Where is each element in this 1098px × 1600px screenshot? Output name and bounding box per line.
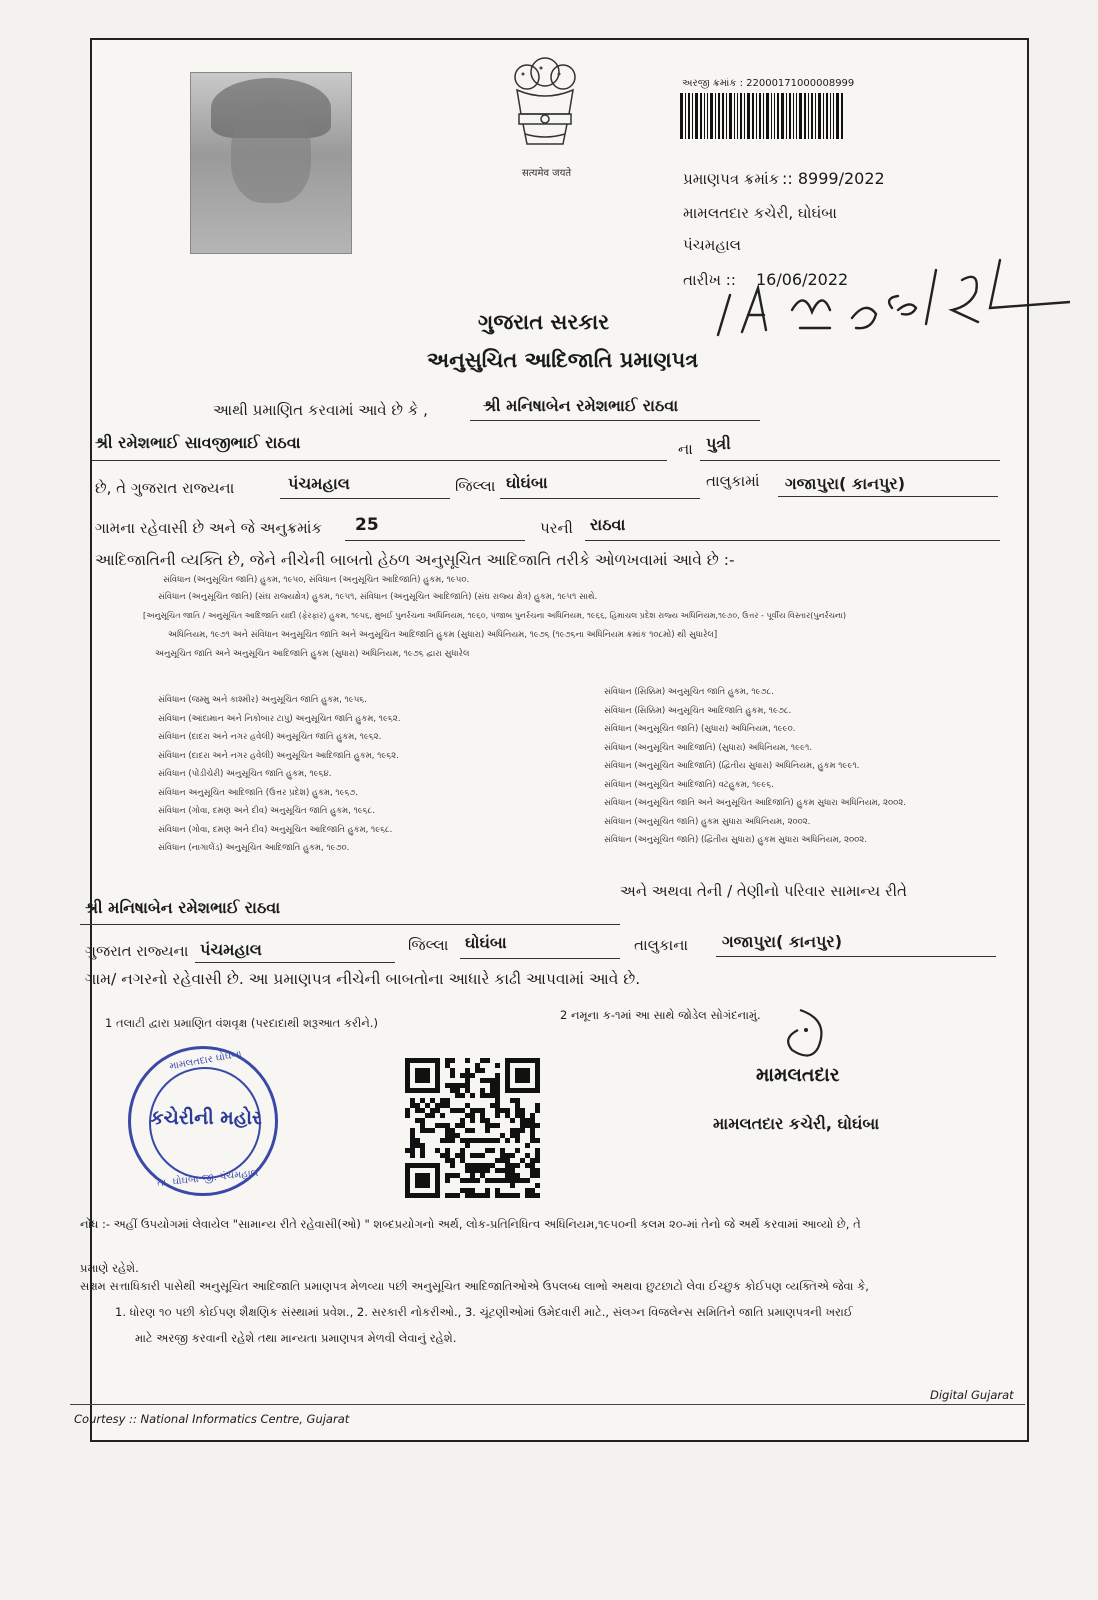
application-number: અરજી ક્રમાંક : 22000171000008999 bbox=[682, 78, 855, 89]
serial-underline bbox=[345, 540, 525, 541]
emblem-caption: सत्यमेव जयते bbox=[522, 168, 572, 179]
recognized-text: આદિજાતિની વ્યક્તિ છે, જેને નીચેની બાબતો હેઠળ અનુસૂચિત આદિજાતિ તરીકે ઓળખવામાં આવે છે :- bbox=[95, 551, 735, 569]
residence-state-text: ગુજરાત રાજ્યના bbox=[85, 942, 189, 960]
taluka: ઘોઘંબા bbox=[506, 473, 548, 492]
note-3: 1. ધોરણ ૧૦ પછી કોઈપણ શૈક્ષણિક સંસ્થામાં પ્રવેશ., 2. સરકારી નોકરીઓ., 3. ચૂંટણીઓમાં ઉમેદવારી માટે., સંલગ્ન વિજલેન્સ સમિતિને જાતિ પ્રમાણપત્રની ખરાઈ bbox=[115, 1305, 853, 1319]
order-item: સંવિધાન (ગોવા, દમણ અને દીવ) અનુસૂચિત જાતિ હુકમ, ૧૯૬૮. bbox=[158, 806, 375, 816]
orders-left-list bbox=[158, 691, 400, 858]
issue-date: 16/06/2022 bbox=[756, 270, 849, 289]
note-4: માટે અરજી કરવાની રહેશે તથા માન્યતા પ્રમાણપત્ર મેળવી લેવાનું રહેશે. bbox=[135, 1331, 457, 1345]
note-2: સક્ષમ સત્તાધિકારી પાસેથી અનુસૂચિત આદિજાતિ પ્રમાણપત્ર મેળવ્યા પછી અનુસૂચિત આદિજાતિઓએ ઉપલબ્ધ લાભો અથવા છુટછાટો લેવા ઈચ્છુક કોઈપણ વ્યક્તિએ જેવા કે, bbox=[80, 1279, 869, 1293]
seal-center: કચેરીની મહોર bbox=[150, 1107, 262, 1129]
seal-rim-bottom: તા. ઘોઘંબા જી. પંચમહાલ bbox=[156, 1167, 259, 1190]
order-item: સંવિધાન (અનુસૂચિત આદિજાતિ) વટહુકમ, ૧૯૯૬. bbox=[604, 779, 774, 790]
order-item: સંવિધાન (ગોવા, દમણ અને દીવ) અનુસૂચિત આદિજાતિ હુકમ, ૧૯૬૮. bbox=[158, 824, 393, 835]
district-label: જિલ્લા bbox=[455, 477, 496, 495]
state-text: છે, તે ગુજરાત રાજ્યના bbox=[95, 479, 235, 497]
handwritten-annotation bbox=[700, 240, 1070, 350]
order-item: સંવિધાન (અનુસૂચિત જાતિ) (દ્વિતીય સુધારા) હુકમ સુધારા અધિનિયમ, ૨૦૦૨. bbox=[604, 835, 867, 845]
resident-text: ગામના રહેવાસી છે અને જે અનુક્રમાંક bbox=[95, 519, 323, 537]
order-item: સંવિધાન અનુસૂચિત આદિજાતિ (ઉત્તર પ્રદેશ) હુકમ, ૧૯૬૭. bbox=[158, 787, 359, 798]
schedule-line: [અનુસૂચિત જાતિ / અનુસૂચિત આદિજાતિ યાદી (ફેરફાર) હુકમ, ૧૯૫૬, મુંબઈ પુનર્રચના અધિનિયમ, ૧૯૬૦, પંજાબ પુનર્રચના અધિનિયમ, ૧૯૬૬, હિમાચલ પ્રદેશ રાજ્ય અધિનિયમ,૧૯૭૦, ઉત્તર - પૂર્વીય વિસ્તાર(પુનર્રચના) bbox=[143, 611, 847, 620]
note-1: નોંધ :- અહીં ઉપયોગમાં લેવાયેલ "સામાન્ય રીતે રહેવાસી(ઓ) " શબ્દપ્રયોગનો અર્થ, લોક-પ્રતિનિધિત્વ અધિનિયમ,૧૯૫૦ની કલમ ૨૦-માં તેનો જે અર્થે કરવામાં આવ્યો છે, તે bbox=[80, 1217, 861, 1231]
applicant-photo bbox=[190, 72, 352, 254]
order-item: સંવિધાન (અનુસૂચિત આદિજાતિ) (દ્વિતીય સુધારા) અધિનિયમ, હુકમ ૧૯૯૧. bbox=[604, 761, 860, 771]
order-item: સંવિધાન (આંદામાન અને નિકોબાર ટાપુ) અનુસૂચિત જાતિ હુકમ, ૧૯૬૨. bbox=[158, 713, 401, 724]
na-text: ના bbox=[678, 440, 693, 458]
caste: રાઠવા bbox=[590, 515, 626, 534]
signatory-title: મામલતદાર bbox=[756, 1064, 840, 1086]
order-item: સંવિધાન (અનુસૂચિત જાતિ અને અનુસૂચિત આદિજાતિ) હુકમ સુધારા અધિનિયમ, ૨૦૦૨. bbox=[604, 798, 906, 808]
relation-underline bbox=[700, 460, 1000, 461]
orders-right-list bbox=[604, 683, 906, 850]
residence-district-underline bbox=[195, 962, 395, 963]
serial-number: 25 bbox=[355, 515, 379, 535]
order-item: સંવિધાન (નાગાલેંડ) અનુસૂચિત આદિજાતિ હુકમ, ૧૯૭૦. bbox=[158, 843, 350, 853]
office-seal bbox=[128, 1046, 278, 1196]
schedule-line: સંવિધાન (અનુસૂચિત જાતિ) હુકમ, ૧૯૫૦, સંવિધાન (અનુસૂચિત આદિજાતિ) હુકમ, ૧૯૫૦. bbox=[163, 575, 470, 585]
schedule-line: અનુસૂચિત જાતિ અને અનુસૂચિત આદિજાતિ હુકમ (સુધારા) અધિનિયમ, ૧૯૭૬ દ્વારા સુધારેલ bbox=[155, 649, 470, 659]
signatory-office: મામલતદાર કચેરી, ઘોઘંબા bbox=[713, 1114, 880, 1133]
residence-village: ગજાપુરા( કાનપુર) bbox=[722, 932, 843, 951]
order-item: સંવિધાન (સિક્કિમ) અનુસૂચિત આદિજાતિ હુકમ, ૧૯૭૮. bbox=[604, 705, 792, 716]
order-item: સંવિધાન (દાદરા અને નગર હવેલી) અનુસૂચિત જાતિ હુકમ, ૧૯૬૨. bbox=[158, 732, 382, 742]
district: પંચમહાલ bbox=[288, 474, 350, 493]
residence-taluka-label: તાલુકાના bbox=[634, 936, 689, 954]
basis-item: 2 નમૂના ક-૧માં આ સાથે જોડેલ સોગંદનામું. bbox=[560, 1008, 761, 1022]
courtesy-text: Courtesy :: National Informatics Centre, Gujarat bbox=[74, 1412, 350, 1426]
order-item: સંવિધાન (સિક્કિમ) અનુસૂચિત જાતિ હુકમ, ૧૯૭૮. bbox=[604, 687, 774, 697]
note-1-cont: પ્રમાણે રહેશે. bbox=[80, 1261, 139, 1275]
order-item: સંવિધાન (પોંડીચેરી) અનુસૂચિત જાતિ હુકમ, ૧૯૬૪. bbox=[158, 769, 332, 779]
relation: પુત્રી bbox=[706, 434, 731, 453]
date-label: તારીખ :: bbox=[683, 271, 736, 289]
resident-name-underline bbox=[80, 924, 620, 925]
father-name: શ્રી રમેશભાઈ સાવજીભાઈ રાઠવા bbox=[95, 433, 301, 452]
taluka-label: તાલુકામાં bbox=[706, 472, 760, 490]
order-item: સંવિધાન (દાદરા અને નગર હવેલી) અનુસૂચિત આદિજાતિ હુકમ, ૧૯૬૨. bbox=[158, 750, 399, 761]
residence-district: પંચમહાલ bbox=[200, 940, 262, 959]
family-text: અને અથવા તેની / તેણીનો પરિવાર સામાન્ય રીતે bbox=[620, 882, 907, 900]
applicant-name-underline bbox=[470, 420, 760, 421]
order-item: સંવિધાન (અનુસૂચિત આદિજાતિ) (સુધારા) અધિનિયમ, ૧૯૯૧. bbox=[604, 742, 813, 753]
government-title: ગુજરાત સરકાર bbox=[478, 310, 610, 334]
basis-item: 1 તલાટી દ્વારા પ્રમાણિત વંશવૃક્ષ (પરદાદાથી શરૂઆત કરીને.) bbox=[105, 1016, 378, 1030]
order-item: સંવિધાન (અનુસૂચિત જાતિ) હુકમ સુધારા અધિનિયમ, ૨૦૦૨. bbox=[604, 816, 811, 827]
qr-code bbox=[405, 1058, 540, 1198]
residence-taluka: ઘોઘંબા bbox=[465, 933, 507, 952]
certificate-title: અનુસુચિત આદિજાતિ પ્રમાણપત્ર bbox=[427, 348, 699, 372]
resident-name: શ્રી મનિષાબેન રમેશભાઈ રાઠવા bbox=[85, 898, 281, 917]
footer-rule bbox=[70, 1404, 1025, 1405]
certificate-number-label: પ્રમાણપત્ર ક્રમાંક bbox=[683, 170, 780, 188]
order-item: સંવિધાન (અનુસૂચિત જાતિ) (સુધારા) અધિનિયમ, ૧૯૯૦. bbox=[604, 724, 796, 734]
residence-taluka-underline bbox=[460, 958, 620, 959]
issuing-district: પંચમહાલ bbox=[683, 236, 742, 254]
certify-text: આથી પ્રમાણિત કરવામાં આવે છે કે , bbox=[213, 401, 428, 419]
residence-district-label: જિલ્લા bbox=[408, 936, 449, 954]
order-item: સંવિધાન (જમ્મુ અને કાશ્મીર) અનુસૂચિત જાતિ હુકમ, ૧૯૫૬. bbox=[158, 695, 367, 705]
schedule-line: અધિનિયમ, ૧૯૭૧ અને સંવિધાન અનુસૂચિત જાતિ અને અનુસૂચિત આદિજાતિ હુકમ (સુધારા) અધિનિયમ, ૧૯૭૬ (૧૯૭૬ના અધિનિયમ ક્રમાંક ૧૦૮મો) થી સુધારેલ] bbox=[168, 630, 718, 640]
basis-text: ગામ/ નગરનો રહેવાસી છે. આ પ્રમાણપત્ર નીચેની બાબતોના આધારે કાઢી આપવામાં આવે છે. bbox=[85, 970, 641, 988]
district-underline bbox=[280, 498, 450, 499]
village-underline bbox=[778, 496, 998, 497]
taluka-underline bbox=[500, 498, 700, 499]
seal-rim-top: મામલતદાર ઘોઘંબા bbox=[168, 1048, 243, 1073]
signature-mark bbox=[770, 1000, 840, 1070]
caste-label: પરની bbox=[540, 519, 573, 537]
caste-underline bbox=[585, 540, 1000, 541]
schedule-line: સંવિધાન (અનુસૂચિત જાતિ) (સંઘ રાજ્યક્ષેત્ર) હુકમ, ૧૯૫૧, સંવિધાન (અનુસૂચિત આદિજાતિ) (સંઘ રાજ્ય ક્ષેત્ર) હુકમ, ૧૯૫૧ સાથે. bbox=[158, 592, 598, 602]
barcode bbox=[680, 93, 885, 139]
father-name-underline bbox=[92, 460, 667, 461]
national-emblem-icon bbox=[505, 52, 585, 162]
residence-village-underline bbox=[716, 956, 996, 957]
village: ગજાપુરા( કાનપુર) bbox=[785, 474, 906, 493]
digital-gujarat-brand: Digital Gujarat bbox=[930, 1388, 1014, 1402]
certificate-number: :: 8999/2022 bbox=[782, 169, 885, 188]
issuing-office: મામલતદાર કચેરી, ઘોઘંબા bbox=[683, 204, 837, 222]
applicant-name: શ્રી મનિષાબેન રમેશભાઈ રાઠવા bbox=[483, 396, 679, 415]
